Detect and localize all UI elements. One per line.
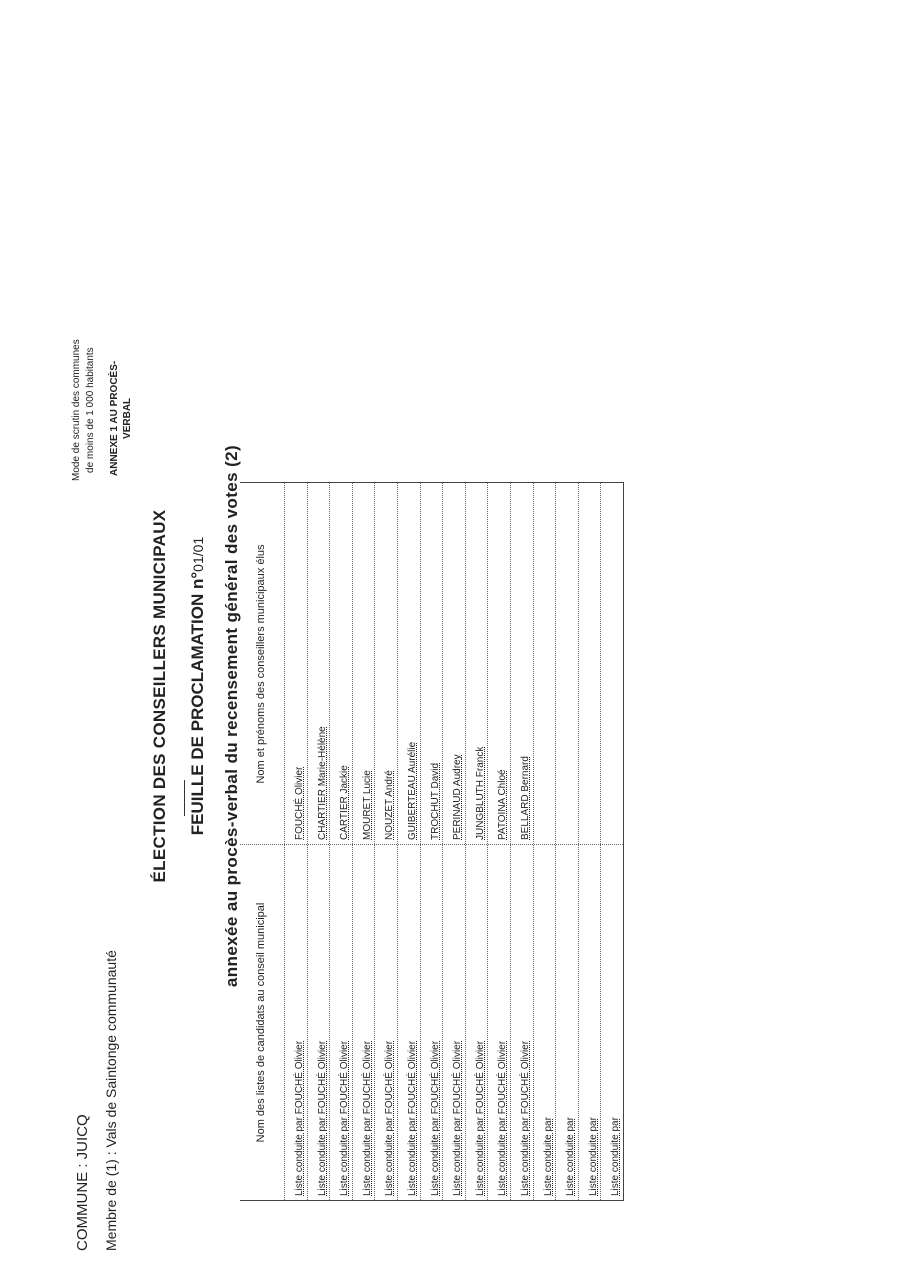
liste-cell: Liste conduite par FOUCHÉ Olivier: [520, 1040, 531, 1196]
elu-cell: CHARTIER Marie-Hélène: [316, 726, 328, 840]
feuille-label: FEUILLE DE PROCLAMATION n°: [188, 571, 207, 836]
elu-cell: FOUCHÉ Olivier: [294, 766, 305, 840]
liste-cell: Liste conduite par FOUCHÉ Olivier: [429, 1040, 441, 1196]
table-row: [352, 483, 375, 1200]
mode-line-1: Mode de scrutin des communes: [71, 339, 82, 481]
liste-cell: Liste conduite par: [542, 1117, 554, 1196]
table-row: [307, 483, 330, 1200]
liste-cell: Liste conduite par FOUCHÉ Olivier: [339, 1040, 351, 1196]
table-row: [600, 483, 623, 1200]
page-title: ÉLECTION DES CONSEILLERS MUNICIPAUX: [150, 509, 169, 883]
elu-cell: MOURET Lucie: [361, 770, 373, 840]
feuille-title: [188, 366, 208, 1006]
table-row: [420, 483, 443, 1200]
table-row: [533, 483, 556, 1200]
mode-line-2: de moins de 1 000 habitants: [85, 347, 96, 473]
elu-cell: GUIBERTEAU Aurélie: [407, 741, 418, 840]
liste-cell: Liste conduite par: [587, 1117, 599, 1196]
liste-cell: Liste conduite par FOUCHÉ Olivier: [497, 1040, 509, 1196]
elu-cell: TROCHUT David: [429, 762, 441, 840]
table-row: [374, 483, 397, 1200]
table-row: [397, 483, 420, 1200]
table-row: [555, 483, 578, 1200]
elu-cell: PERINAUD Audrey: [452, 754, 464, 840]
liste-cell: Liste conduite par FOUCHÉ Olivier: [452, 1040, 464, 1196]
elu-cell: JUNGBLUTH Franck: [474, 746, 486, 840]
liste-cell: Liste conduite par FOUCHÉ Olivier: [407, 1040, 418, 1196]
header-listes: Nom des listes de candidats au conseil municipal: [254, 902, 267, 1143]
liste-cell: Liste conduite par: [610, 1117, 622, 1196]
table-row: [487, 483, 510, 1200]
table-row: [465, 483, 488, 1200]
liste-cell: Liste conduite par FOUCHÉ Olivier: [384, 1040, 396, 1196]
annexe-line-1: ANNEXE 1 AU PROCÈS-: [109, 360, 120, 476]
annexe-line-2: VERBAL: [122, 397, 133, 439]
table-row: [578, 483, 601, 1200]
mode-scrutin: [70, 339, 98, 481]
elu-cell: NOUZET André: [384, 770, 396, 840]
annexe-label: [108, 361, 134, 476]
table-row: [329, 483, 352, 1200]
table-row: [284, 483, 307, 1200]
header-elus: Nom et prénoms des conseillers municipaux élus: [254, 544, 267, 784]
table-row: [510, 483, 533, 1200]
liste-cell: Liste conduite par FOUCHÉ Olivier: [474, 1040, 486, 1196]
elu-cell: BELLARD Bernard: [520, 756, 531, 840]
elu-cell: CARTIER Jackie: [339, 765, 351, 840]
table-row: [442, 483, 465, 1200]
title-divider: [184, 780, 185, 816]
liste-cell: Liste conduite par FOUCHÉ Olivier: [294, 1040, 305, 1196]
elu-cell: PATOINA Chloé: [497, 769, 509, 840]
membre-label: Membre de (1) : Vals de Saintonge communauté: [103, 950, 119, 1251]
elus-table: [240, 482, 624, 1201]
subtitle: annexée au procès-verbal du recensement général des votes (2): [222, 444, 241, 988]
feuille-number: 01/01: [190, 536, 206, 572]
liste-cell: Liste conduite par: [565, 1117, 577, 1196]
liste-cell: Liste conduite par FOUCHÉ Olivier: [316, 1040, 328, 1196]
commune-label: COMMUNE : JUICQ: [74, 1114, 91, 1251]
liste-cell: Liste conduite par FOUCHÉ Olivier: [361, 1040, 373, 1196]
